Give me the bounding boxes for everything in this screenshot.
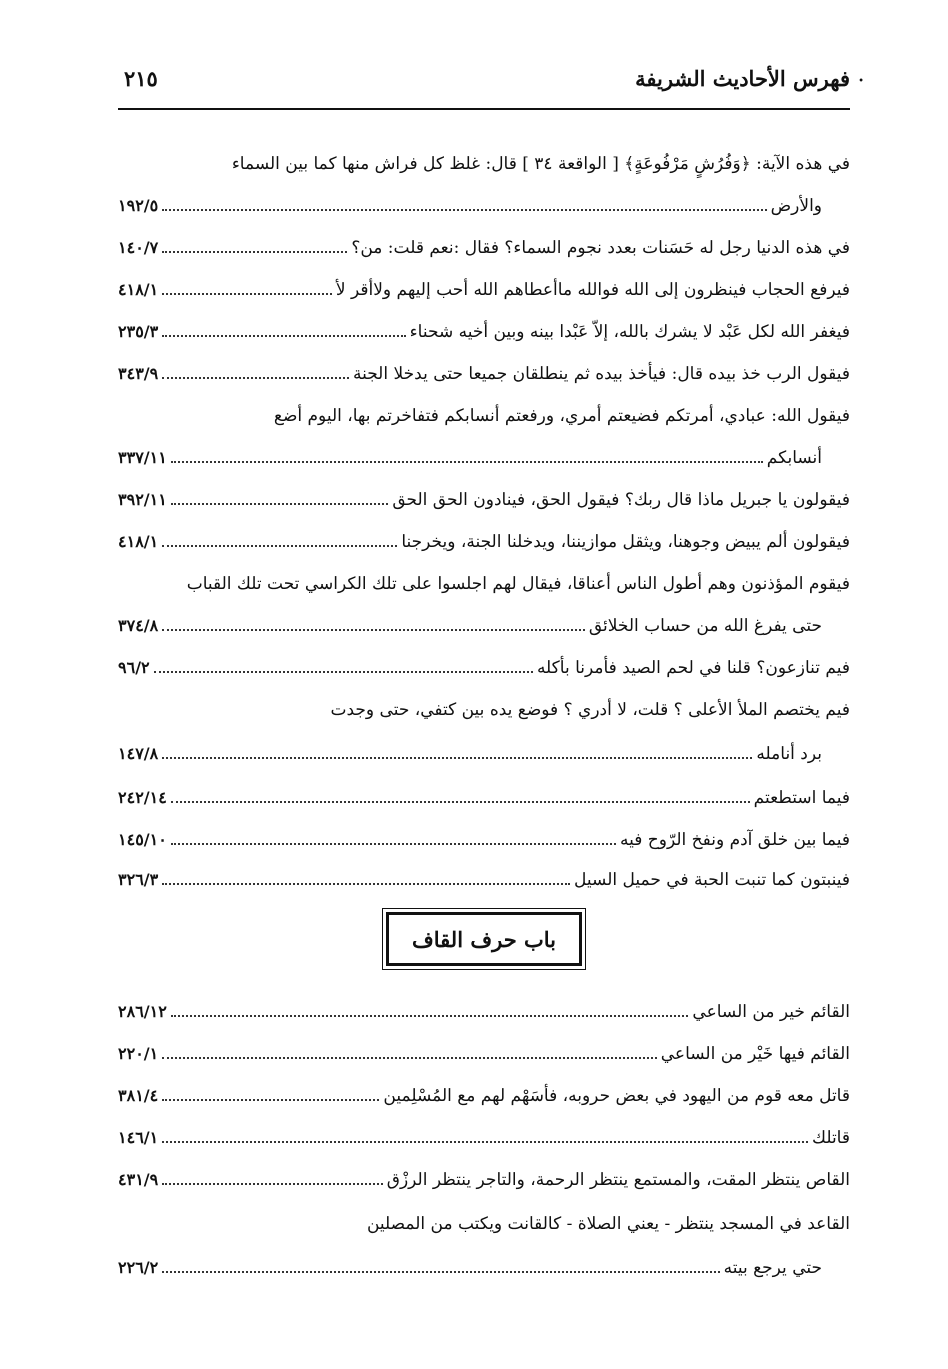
index-entry (118, 186, 850, 226)
entry-text: فيقول الرب خذ بيده قال: فيأخذ بيده ثم ينطلقان جميعا حتى يدخلا الجنة (352, 364, 850, 384)
entry-reference: ٤١٨/١ (118, 280, 159, 299)
entry-reference: ٣٣٧/١١ (118, 448, 167, 467)
chapter-heading: باب حرف القاف (386, 912, 582, 966)
leader-dots (162, 293, 332, 295)
leader-dots (171, 843, 616, 845)
entry-text: فينبتون كما تنبت الحبة في حميل السيل (574, 870, 850, 890)
index-entry (118, 270, 850, 310)
leader-dots (162, 209, 766, 211)
entry-text: القاعد في المسجد ينتظر - يعني الصلاة - كالقانت ويكتب من المصلين (366, 1214, 850, 1234)
index-entry (118, 1034, 850, 1074)
entry-text: القاص ينتظر المقت، والمستمع ينتظر الرحمة، والتاجر ينتظر الرزْق (386, 1170, 850, 1190)
entry-text: قاتلك (812, 1128, 850, 1148)
leader-dots (162, 1141, 808, 1143)
entry-text: أنسابكم (766, 448, 822, 468)
entry-text: في هذه الدنيا رجل له حَسَنات بعدد نجوم السماء؟ فقال :نعم قلت: من؟ (351, 238, 850, 258)
index-entry (118, 564, 850, 604)
leader-dots (162, 629, 585, 631)
entry-text: القائم فيها خَيْر من الساعي (660, 1044, 850, 1064)
index-entry (118, 1204, 850, 1244)
index-entry (118, 522, 850, 562)
index-entry (118, 1248, 850, 1288)
bullet-mark: • (858, 76, 864, 87)
index-entry (118, 312, 850, 352)
leader-dots (154, 671, 533, 673)
entry-reference: ٩٦/٢ (118, 658, 150, 677)
entry-text: قاتل معه قوم من اليهود في بعض حروبه، فأسَهْم لهم مع المُسْلِمين (383, 1086, 850, 1106)
entry-reference: ٢٨٦/١٢ (118, 1002, 167, 1021)
leader-dots (162, 757, 752, 759)
leader-dots (171, 801, 750, 803)
entry-reference: ٢٢٦/٢ (118, 1258, 159, 1277)
entry-text: والأرض (770, 196, 822, 216)
index-entry (118, 690, 850, 730)
page-number: ٢١٥ (124, 66, 158, 91)
entry-reference: ٤٣١/٩ (118, 1170, 159, 1189)
entry-reference: ٢٤٢/١٤ (118, 788, 167, 807)
entry-reference: ٣٧٤/٨ (118, 616, 159, 635)
entry-reference: ١٤٧/٨ (118, 744, 159, 763)
index-entry (118, 992, 850, 1032)
leader-dots (162, 1271, 719, 1273)
entry-text: فيقوم المؤذنون وهم أطول الناس أعناقا، فيقال لهم اجلسوا على تلك الكراسي تحت تلك القباب (186, 574, 850, 594)
page-title: فهرس الأحاديث الشريفة (635, 66, 850, 91)
entry-text: فيما بين خلق آدم ونفخ الرّوح فيه (620, 830, 850, 850)
entry-reference: ١٤٦/١ (118, 1128, 159, 1147)
entry-reference: ٣٩٢/١١ (118, 490, 167, 509)
index-entry (118, 354, 850, 394)
entry-text: في هذه الآية: ﴿وَفُرُشٍ مَرْفُوعَةٍ﴾ [ الواقعة ٣٤ ] قال: غلظ كل فراش منها كما بين السماء (231, 154, 850, 174)
index-entry (118, 480, 850, 520)
entry-text: حتى يفرغ الله من حساب الخلائق (588, 616, 822, 636)
page-header (118, 60, 864, 110)
index-entry (118, 144, 850, 184)
entry-text: فيما استطعتم (753, 788, 850, 808)
entry-reference: ٣٤٣/٩ (118, 364, 159, 383)
leader-dots (171, 461, 763, 463)
index-entry (118, 648, 850, 688)
entry-reference: ١٤٥/١٠ (118, 830, 167, 849)
index-entry (118, 734, 850, 774)
index-entry (118, 606, 850, 646)
entry-text: فيرفع الحجاب فينظرون إلى الله فوالله ماأعطاهم الله أحب إليهم ولاأقر لأ (335, 280, 850, 300)
index-entry (118, 1160, 850, 1200)
leader-dots (171, 503, 389, 505)
leader-dots (171, 1015, 689, 1017)
entry-text: فيم يختصم الملأ الأعلى ؟ قلت، لا أدري ؟ فوضع يده بين كتفي، حتى وجدت (330, 700, 850, 720)
index-entry (118, 396, 850, 436)
leader-dots (162, 1183, 383, 1185)
leader-dots (162, 545, 397, 547)
index-entry (118, 820, 850, 860)
index-entry (118, 438, 850, 478)
index-entry (118, 228, 850, 268)
index-entry (118, 1118, 850, 1158)
entry-text: فيقول الله: عبادي، أمرتكم فضيعتم أمري، ورفعتم أنسابكم فتفاخرتم بها، اليوم أضع (273, 406, 850, 426)
leader-dots (162, 251, 347, 253)
entry-text: فيغفر الله لكل عَبْد لا يشرك بالله، إلاّ عَبْدا بينه وبين أخيه شحناء (409, 322, 850, 342)
index-entry (118, 860, 850, 900)
leader-dots (162, 377, 349, 379)
entry-text: برد أنامله (756, 744, 822, 764)
index-entry (118, 1076, 850, 1116)
entry-text: فيقولون ألم يبيض وجوهنا، ويثقل موازيننا، ويدخلنا الجنة، ويخرجنا (401, 532, 850, 552)
entry-reference: ١٩٢/٥ (118, 196, 159, 215)
entry-text: حتي يرجع بيته (723, 1258, 822, 1278)
entry-reference: ٣٢٦/٣ (118, 870, 159, 889)
entry-text: فيقولون يا جبريل ماذا قال ربك؟ فيقول الحق، فينادون الحق الحق (392, 490, 850, 510)
entry-reference: ٢٢٠/١ (118, 1044, 159, 1063)
entry-reference: ٣٨١/٤ (118, 1086, 159, 1105)
index-entry (118, 778, 850, 818)
leader-dots (162, 883, 570, 885)
page (118, 60, 864, 1278)
leader-dots (162, 335, 405, 337)
leader-dots (162, 1057, 657, 1059)
entry-text: القائم خير من الساعي (692, 1002, 850, 1022)
leader-dots (162, 1099, 379, 1101)
entry-text: فيم تنازعون؟ قلنا في لحم الصيد فأمرنا بأكله (536, 658, 850, 678)
entry-reference: ١٤٠/٧ (118, 238, 159, 257)
entry-reference: ٢٣٥/٣ (118, 322, 159, 341)
entry-reference: ٤١٨/١ (118, 532, 159, 551)
